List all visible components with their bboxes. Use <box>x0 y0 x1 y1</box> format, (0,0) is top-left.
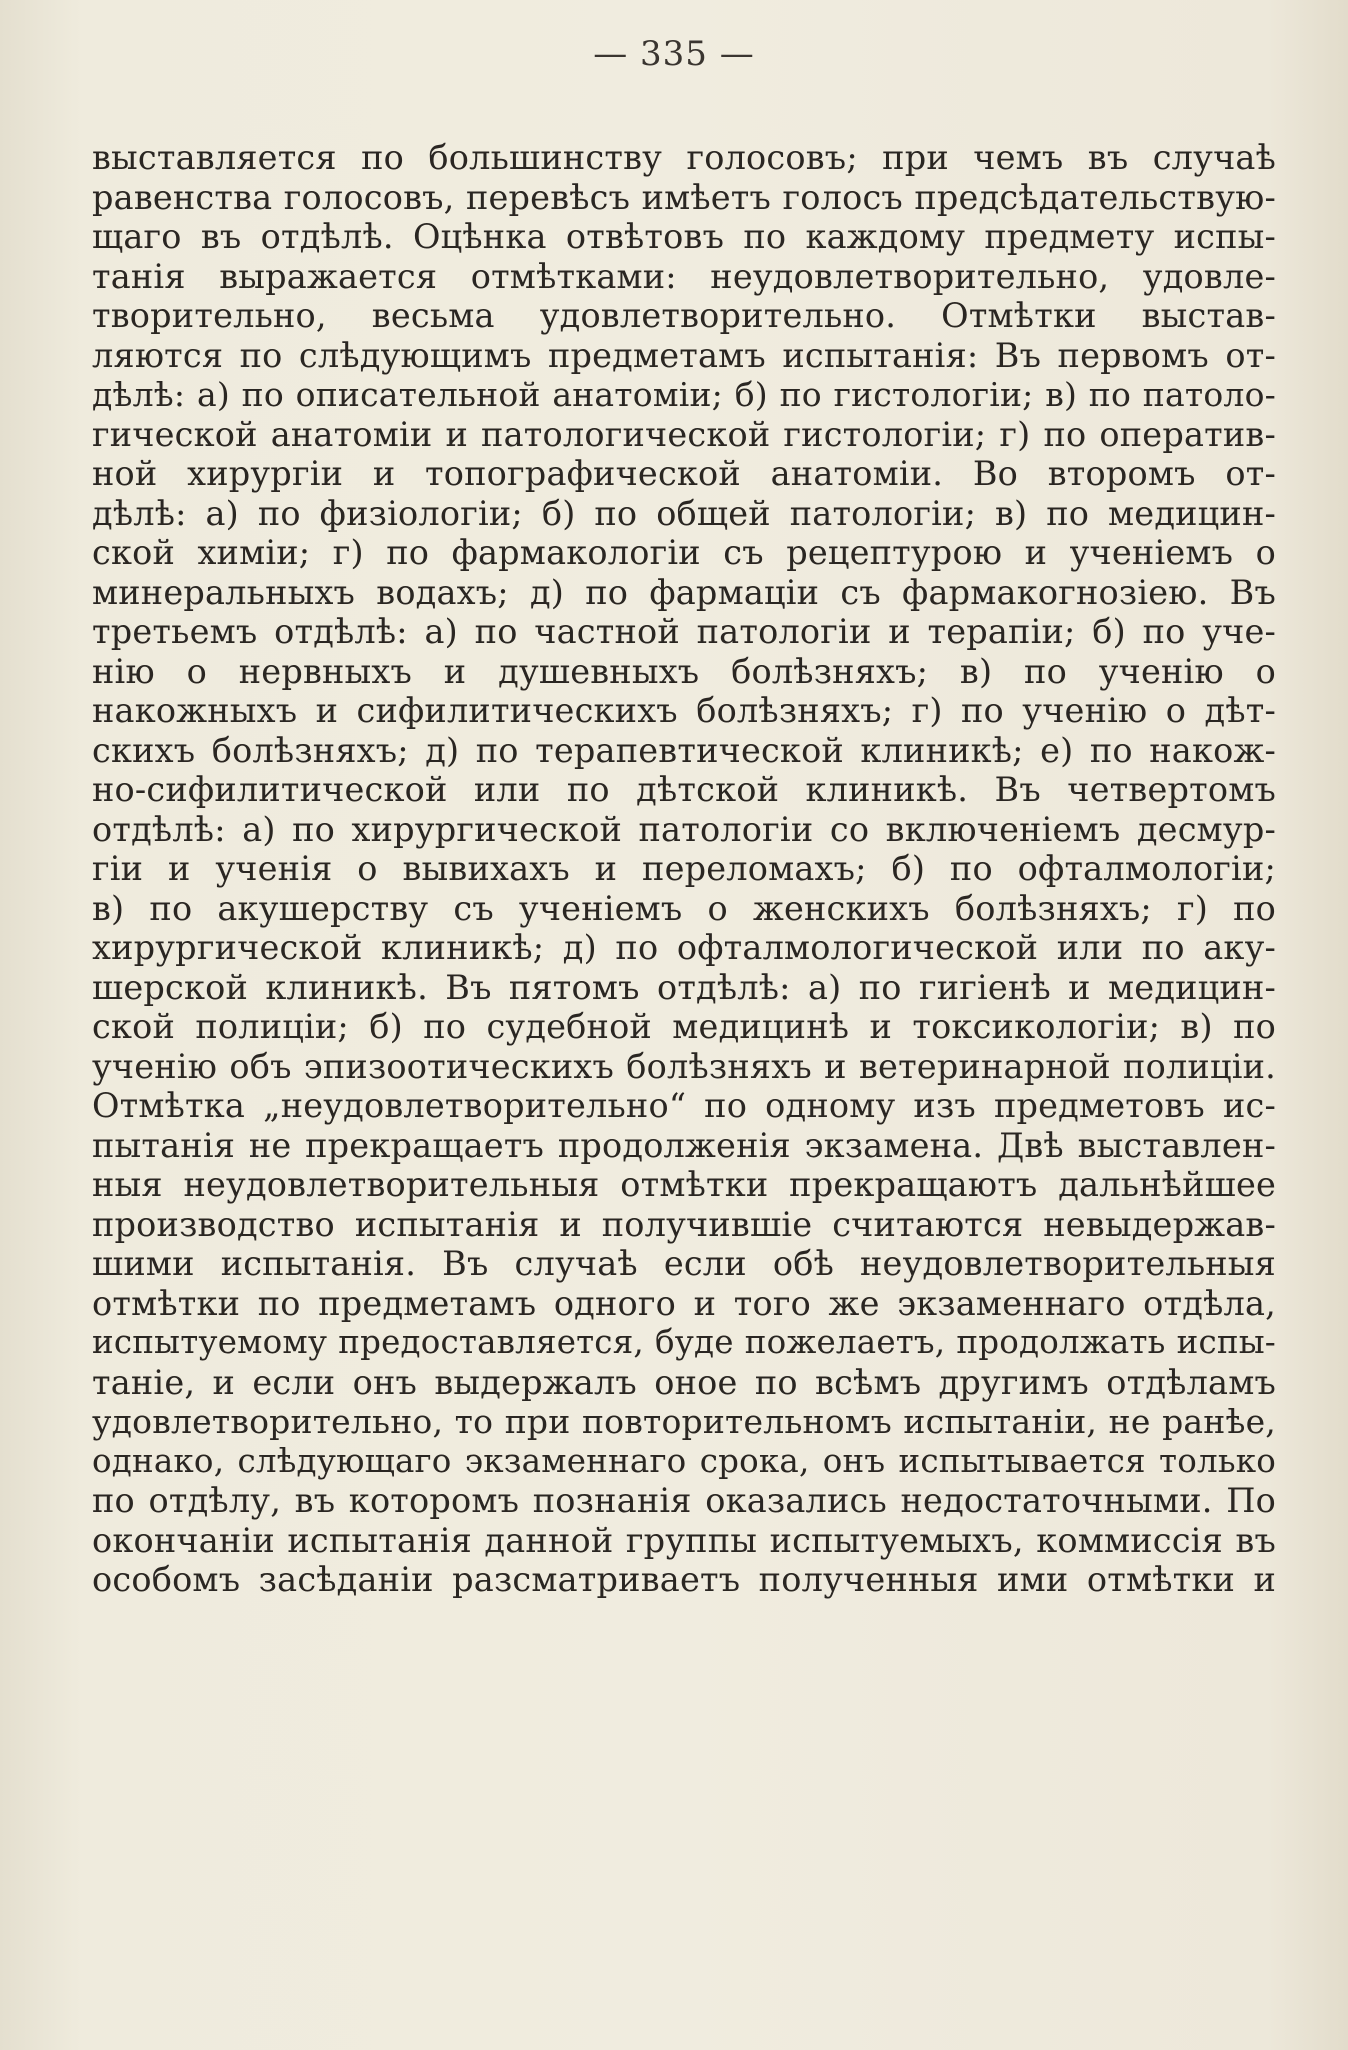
text-line: шими испытанія. Въ случаѣ если обѣ неудовлетворительныя <box>92 1244 1276 1283</box>
text-line: особомъ засѣданіи разсматриваетъ полученныя ими отмѣтки и <box>92 1560 1276 1599</box>
text-line: накожныхъ и сифилитическихъ болѣзняхъ; г) по ученію о дѣт- <box>92 691 1276 730</box>
text-line: в) по акушерству съ ученіемъ о женскихъ болѣзняхъ; г) по <box>92 888 1276 928</box>
text-line: но-сифилитической или по дѣтской клиникѣ. Въ четвертомъ <box>92 770 1276 809</box>
page-number: — 335 — <box>593 34 755 74</box>
text-line: ляются по слѣдующимъ предметамъ испытанія: Въ первомъ от- <box>92 335 1276 375</box>
text-line: однако, слѣдующаго экзаменнаго срока, онъ испытывается только <box>92 1441 1276 1480</box>
text-line: нію о нервныхъ и душевныхъ болѣзняхъ; в) по ученію о <box>92 651 1276 691</box>
text-line: дѣлѣ: а) по физіологіи; б) по общей патологіи; в) по медицин- <box>92 493 1276 533</box>
text-line: ской полиціи; б) по судебной медицинѣ и токсикологіи; в) по <box>92 1007 1276 1046</box>
text-line: ской химіи; г) по фармакологіи съ рецептурою и ученіемъ о <box>92 533 1276 572</box>
text-line: минеральныхъ водахъ; д) по фармаціи съ фармакогнозіею. Въ <box>92 572 1276 612</box>
text-line: таніе, и если онъ выдержалъ оное по всѣмъ другимъ отдѣламъ <box>92 1362 1276 1402</box>
text-line: пытанія не прекращаетъ продолженія экзамена. Двѣ выставлен- <box>92 1125 1276 1165</box>
text-line: гической анатоміи и патологической гистологіи; г) по оператив- <box>92 414 1276 454</box>
text-line: щаго въ отдѣлѣ. Оцѣнка отвѣтовъ по каждому предмету испы- <box>92 217 1276 256</box>
text-line: творительно, весьма удовлетворительно. Отмѣтки выстав- <box>92 296 1276 335</box>
text-line: ной хирургіи и топографической анатоміи. Во второмъ от- <box>92 454 1276 493</box>
text-line: третьемъ отдѣлѣ: а) по частной патологіи и терапіи; б) по уче- <box>92 612 1276 651</box>
text-line: ныя неудовлетворительныя отмѣтки прекращаютъ дальнѣйшее <box>92 1165 1276 1204</box>
text-line: выставляется по большинству голосовъ; при чемъ въ случаѣ <box>92 138 1276 177</box>
text-line: скихъ болѣзняхъ; д) по терапевтической клиникѣ; е) по накож- <box>92 730 1276 770</box>
text-line: равенства голосовъ, перевѣсъ имѣетъ голосъ предсѣдательствую- <box>92 177 1276 217</box>
text-line: по отдѣлу, въ которомъ познанія оказались недостаточными. По <box>92 1481 1276 1520</box>
text-line: испытуемому предоставляется, буде пожелаетъ, продолжать испы- <box>92 1323 1276 1361</box>
text-line: ученію объ эпизоотическихъ болѣзняхъ и ветеринарной полиціи. <box>92 1046 1276 1086</box>
text-line: шерской клиникѣ. Въ пятомъ отдѣлѣ: а) по гигіенѣ и медицин- <box>92 967 1276 1007</box>
text-line: отдѣлѣ: а) по хирургической патологіи со включеніемъ десмур- <box>92 809 1276 849</box>
text-line: Отмѣтка „неудовлетворительно“ по одному изъ предметовъ ис- <box>92 1086 1276 1125</box>
text-line: танія выражается отмѣтками: неудовлетворительно, удовле- <box>92 256 1276 296</box>
text-line: отмѣтки по предметамъ одного и того же экзаменнаго отдѣла, <box>92 1283 1276 1323</box>
text-line: удовлетворительно, то при повторительномъ испытаніи, не ранѣе, <box>92 1402 1276 1441</box>
body-text <box>92 138 1276 1600</box>
text-line: окончаніи испытанія данной группы испытуемыхъ, коммиссія въ <box>92 1520 1276 1560</box>
text-line: дѣлѣ: а) по описательной анатоміи; б) по гистологіи; в) по патоло- <box>92 375 1276 414</box>
text-line: гіи и ученія о вывихахъ и переломахъ; б) по офталмологіи; <box>92 849 1276 888</box>
text-line: хирургической клиникѣ; д) по офталмологической или по аку- <box>92 928 1276 967</box>
text-line: производство испытанія и получившіе считаются невыдержав- <box>92 1204 1276 1244</box>
